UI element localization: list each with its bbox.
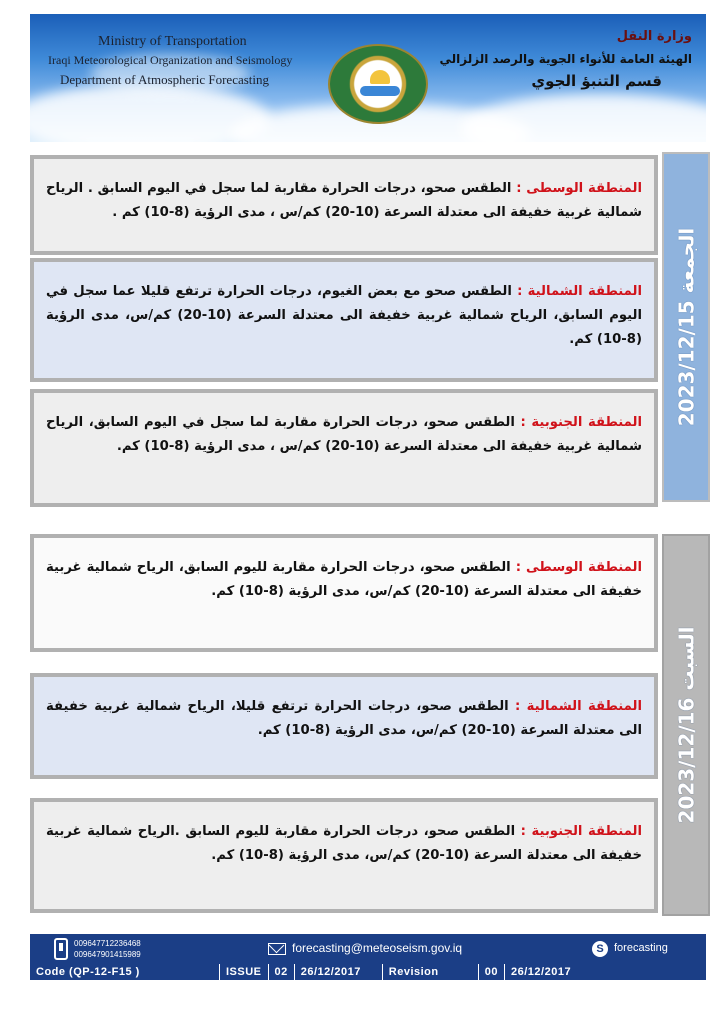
- forecast-region-central: [30, 155, 658, 255]
- region-forecast-text: الطقس صحو، درجات الحرارة ترتفع قليلا، الرياح شمالية غربية خفيفة الى معتدلة السرعة (10-20) كم/س، مدى الرؤية (8-10) كم.: [46, 699, 642, 738]
- issue-date: 26/12/2017: [295, 964, 383, 980]
- email-icon: [268, 943, 286, 955]
- region-forecast-text: الطقس صحو، درجات الحرارة مقاربة لليوم السابق .الرياح شمالية غربية خفيفة الى معتدلة السرعة (10-20) كم/س، مدى الرؤية (8-10) كم.: [46, 824, 642, 863]
- document-control-bar: [30, 964, 706, 980]
- revision-number: 00: [479, 964, 505, 980]
- issue-label: ISSUE: [220, 964, 269, 980]
- region-name: المنطقة الشمالية :: [517, 284, 642, 299]
- region-name: المنطقة الجنوبية :: [520, 415, 642, 430]
- forecast-region-central: [30, 534, 658, 652]
- phone-number: 009647901415989: [74, 950, 141, 959]
- skype-icon: S: [592, 941, 608, 957]
- department-name-en: Department of Atmospheric Forecasting: [60, 72, 270, 87]
- forecast-region-south: [30, 798, 658, 913]
- document-code: Code (QP-12-F15 ): [30, 964, 220, 980]
- day-label-band: [662, 534, 710, 916]
- day-label: السبت 2023/12/16: [674, 626, 699, 824]
- issue-number: 02: [269, 964, 295, 980]
- forecast-region-south: [30, 389, 658, 507]
- sun-icon: [370, 70, 390, 84]
- english-letterhead: [48, 32, 293, 89]
- forecast-region-north: [30, 673, 658, 779]
- region-name: المنطقة الجنوبية :: [520, 824, 643, 839]
- phone-numbers: [74, 938, 141, 960]
- wave-icon: [360, 86, 400, 96]
- revision-label: Revision: [383, 964, 479, 980]
- phone-icon: [54, 938, 68, 960]
- region-forecast-text: الطقس صحو، درجات الحرارة مقاربة لليوم السابق، الرياح شمالية غربية خفيفة الى معتدلة السرعة (10-20) كم/س، مدى الرؤية (8-10) كم.: [46, 560, 642, 599]
- region-forecast-text: الطقس صحو، درجات الحرارة مقاربة لما سجل في اليوم السابق، الرياح شمالية غربية خفيفة الى معتدلة السرعة (10-20) كم/س ، مدى الرؤية (8-10) كم.: [46, 415, 642, 454]
- phone-number: 009647712236468: [74, 939, 141, 948]
- day-label: الجمعة 2023/12/15: [674, 227, 699, 427]
- region-forecast-text: الطقس صحو، درجات الحرارة مقاربة لما سجل في اليوم السابق . الرياح شمالية غربية خفيفة الى معتدلة السرعة (10-20) كم/س ، مدى الرؤية (8-10) كم .: [46, 181, 642, 220]
- forecast-region-north: [30, 258, 658, 382]
- skype-handle[interactable]: forecasting: [614, 942, 668, 954]
- email-address[interactable]: forecasting@meteoseism.gov.iq: [292, 941, 463, 955]
- region-name: المنطقة الشمالية :: [515, 699, 642, 714]
- ministry-name-ar: وزارة النقل: [616, 29, 692, 44]
- contact-bar: [30, 934, 706, 964]
- cloud-decoration: [460, 94, 706, 142]
- revision-date: 26/12/2017: [511, 966, 572, 978]
- organization-logo-icon: [328, 44, 428, 124]
- ministry-name-en: Ministry of Transportation: [98, 34, 247, 49]
- organization-name-en: Iraqi Meteorological Organization and Seismology: [48, 53, 293, 67]
- organization-name-ar: الهيئة العامة للأنواء الجوية والرصد الزلزالي: [439, 52, 692, 66]
- day-label-band: [662, 152, 710, 502]
- arabic-letterhead: [440, 26, 692, 92]
- region-forecast-text: الطقس صحو مع بعض الغيوم، درجات الحرارة ترتفع قليلا عما سجل في اليوم السابق، الرياح شمالية غربية خفيفة الى معتدلة السرعة (10-20) كم/س، مدى الرؤية (8-10) كم.: [46, 284, 642, 347]
- region-name: المنطقة الوسطى :: [515, 560, 642, 575]
- letterhead-banner: [30, 14, 706, 142]
- department-name-ar: قسم التنبؤ الجوي: [531, 72, 662, 90]
- region-name: المنطقة الوسطى :: [516, 181, 642, 196]
